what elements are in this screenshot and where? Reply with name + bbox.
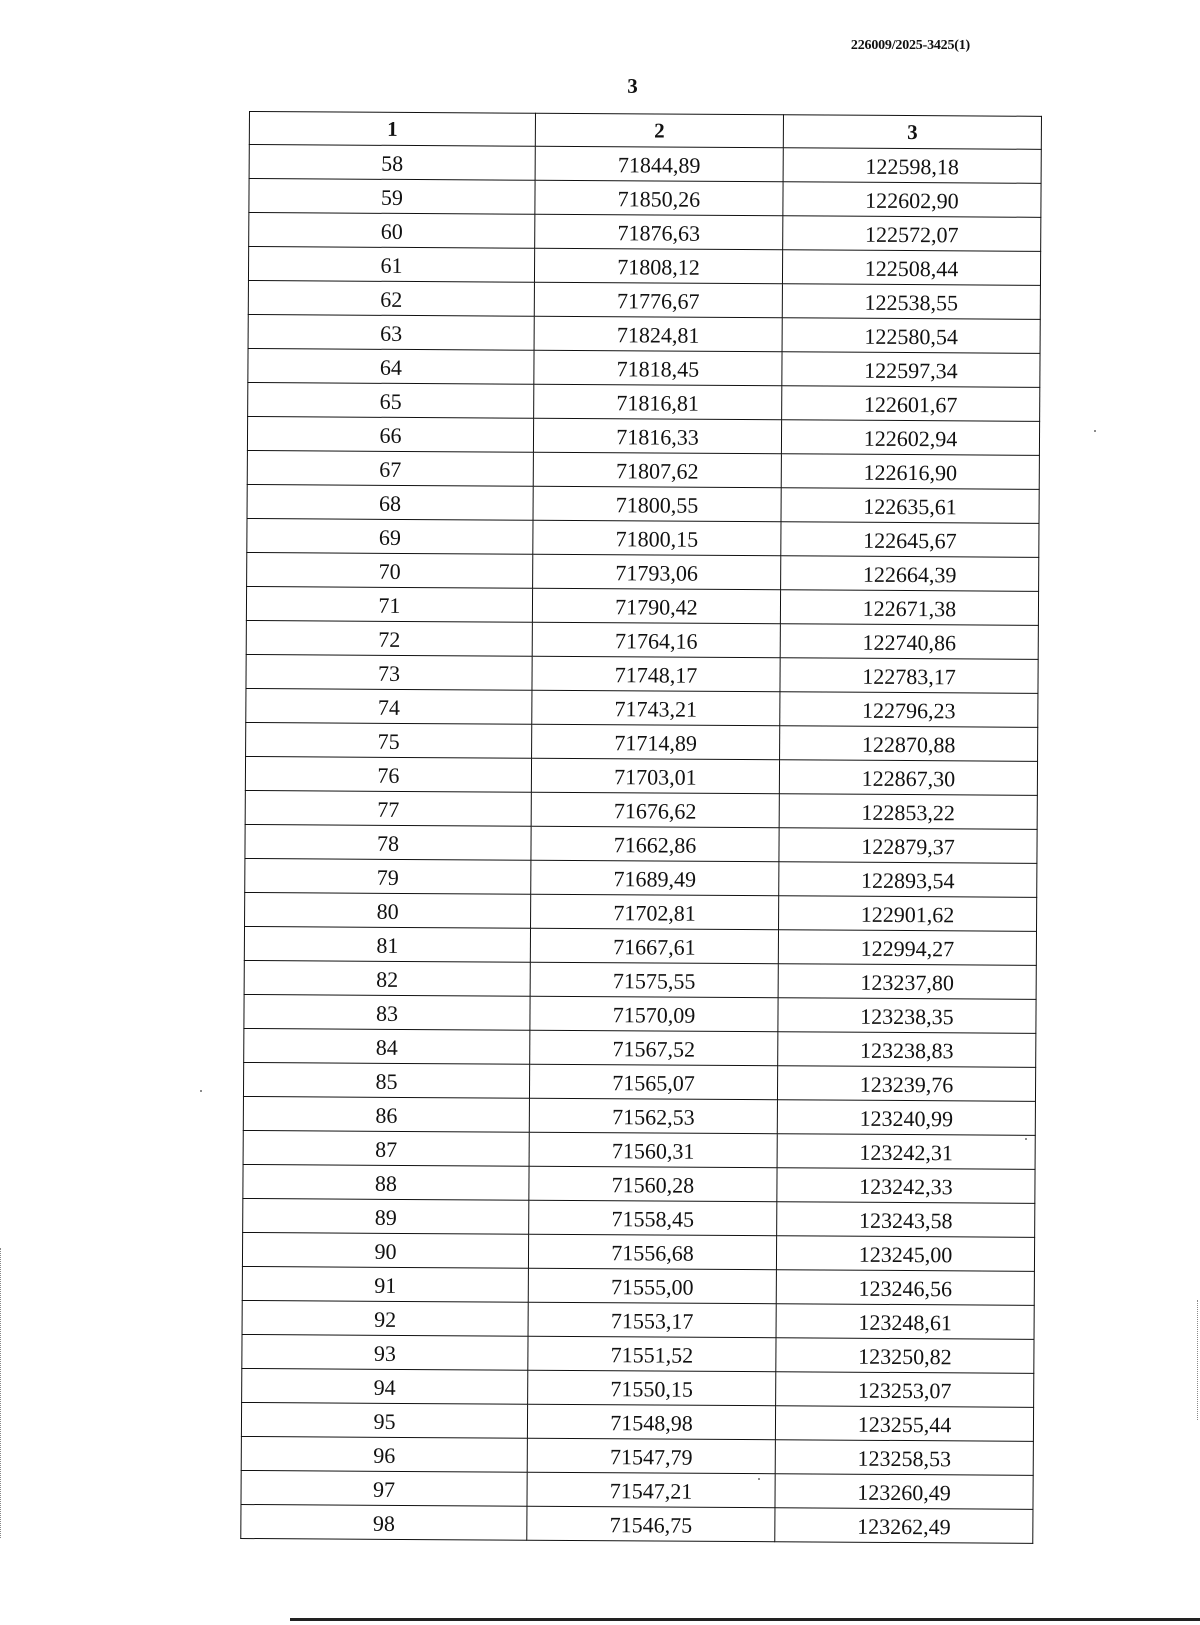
scan-speck [200, 1090, 202, 1092]
y-coordinate-cell: 123262,49 [775, 1508, 1033, 1544]
table-body [241, 145, 1042, 1544]
y-coordinate-cell: 122601,67 [782, 386, 1040, 422]
point-number-cell: 88 [243, 1164, 529, 1200]
x-coordinate-cell: 71808,12 [534, 248, 782, 284]
table-row [245, 756, 1037, 795]
y-coordinate-cell: 122597,34 [782, 352, 1040, 388]
y-coordinate-cell: 122602,94 [781, 420, 1039, 456]
table-row [245, 858, 1037, 897]
table-row [241, 1470, 1033, 1509]
scan-bottom-edge [290, 1618, 1200, 1621]
x-coordinate-cell: 71764,16 [532, 622, 780, 658]
y-coordinate-cell: 123260,49 [775, 1474, 1033, 1510]
point-number-cell: 86 [243, 1096, 529, 1132]
point-number-cell: 59 [249, 179, 535, 215]
table-row [245, 824, 1037, 863]
point-number-cell: 84 [244, 1028, 530, 1064]
y-coordinate-cell: 123243,58 [777, 1202, 1035, 1238]
y-coordinate-cell: 122893,54 [779, 862, 1037, 898]
table-row [246, 586, 1038, 625]
point-number-cell: 75 [246, 722, 532, 758]
table-row [247, 552, 1039, 591]
point-number-cell: 66 [247, 416, 533, 452]
table-row [249, 179, 1041, 218]
point-number-cell: 94 [242, 1368, 528, 1404]
x-coordinate-cell: 71662,86 [531, 826, 779, 862]
y-coordinate-cell: 122783,17 [780, 658, 1038, 694]
scan-speck [758, 1478, 760, 1480]
point-number-cell: 64 [248, 348, 534, 384]
column-header-1: 1 [249, 112, 535, 147]
table-row [247, 484, 1039, 523]
y-coordinate-cell: 123240,99 [777, 1100, 1035, 1136]
table-row [244, 960, 1036, 999]
point-number-cell: 93 [242, 1334, 528, 1370]
table-row [248, 382, 1040, 421]
point-number-cell: 70 [247, 552, 533, 588]
x-coordinate-cell: 71567,52 [530, 1030, 778, 1066]
point-number-cell: 63 [248, 314, 534, 350]
x-coordinate-cell: 71816,33 [533, 418, 781, 454]
point-number-cell: 81 [244, 926, 530, 962]
x-coordinate-cell: 71676,62 [531, 792, 779, 828]
y-coordinate-cell: 122867,30 [779, 760, 1037, 796]
table-row [246, 620, 1038, 659]
x-coordinate-cell: 71702,81 [531, 894, 779, 930]
x-coordinate-cell: 71850,26 [535, 180, 783, 216]
x-coordinate-cell: 71800,15 [533, 520, 781, 556]
x-coordinate-cell: 71818,45 [534, 350, 782, 386]
table-row [242, 1334, 1034, 1373]
x-coordinate-cell: 71844,89 [535, 146, 783, 182]
scan-speck [1025, 1138, 1027, 1140]
x-coordinate-cell: 71548,98 [527, 1404, 775, 1440]
table-row [243, 1130, 1035, 1169]
point-number-cell: 92 [242, 1300, 528, 1336]
x-coordinate-cell: 71748,17 [532, 656, 780, 692]
table-row [247, 450, 1039, 489]
table-row [246, 722, 1038, 761]
page-number: 3 [627, 74, 638, 98]
y-coordinate-cell: 123238,35 [778, 998, 1036, 1034]
y-coordinate-cell: 122598,18 [783, 148, 1041, 184]
table-row [242, 1300, 1034, 1339]
scan-speck [1094, 430, 1096, 432]
table-row [242, 1368, 1034, 1407]
y-coordinate-cell: 122870,88 [780, 726, 1038, 762]
point-number-cell: 89 [243, 1198, 529, 1234]
point-number-cell: 60 [249, 213, 535, 249]
x-coordinate-cell: 71714,89 [532, 724, 780, 760]
table-row [246, 654, 1038, 693]
coordinates-table [240, 111, 1042, 1544]
y-coordinate-cell: 122994,27 [778, 930, 1036, 966]
document-number: 226009/2025-3425(1) [850, 38, 970, 53]
table-row [241, 1402, 1033, 1441]
x-coordinate-cell: 71667,61 [530, 928, 778, 964]
table-row [248, 280, 1040, 319]
x-coordinate-cell: 71560,28 [529, 1166, 777, 1202]
point-number-cell: 96 [241, 1436, 527, 1472]
point-number-cell: 65 [248, 382, 534, 418]
point-number-cell: 67 [247, 450, 533, 486]
point-number-cell: 79 [245, 858, 531, 894]
x-coordinate-cell: 71743,21 [532, 690, 780, 726]
table-row [244, 926, 1036, 965]
table-row [248, 348, 1040, 387]
y-coordinate-cell: 123250,82 [776, 1338, 1034, 1374]
point-number-cell: 83 [244, 994, 530, 1030]
point-number-cell: 74 [246, 688, 532, 724]
x-coordinate-cell: 71570,09 [530, 996, 778, 1032]
y-coordinate-cell: 122572,07 [783, 216, 1041, 252]
x-coordinate-cell: 71575,55 [530, 962, 778, 998]
x-coordinate-cell: 71555,00 [528, 1268, 776, 1304]
y-coordinate-cell: 122901,62 [779, 896, 1037, 932]
table-row [243, 1096, 1035, 1135]
y-coordinate-cell: 122671,38 [780, 590, 1038, 626]
y-coordinate-cell: 123253,07 [776, 1372, 1034, 1408]
y-coordinate-cell: 122879,37 [779, 828, 1037, 864]
point-number-cell: 72 [246, 620, 532, 656]
y-coordinate-cell: 122664,39 [781, 556, 1039, 592]
point-number-cell: 77 [245, 790, 531, 826]
table-row [243, 1062, 1035, 1101]
point-number-cell: 61 [248, 247, 534, 283]
x-coordinate-cell: 71790,42 [532, 588, 780, 624]
coordinates-table-container [240, 111, 1042, 1544]
x-coordinate-cell: 71793,06 [533, 554, 781, 590]
point-number-cell: 85 [243, 1062, 529, 1098]
y-coordinate-cell: 123245,00 [776, 1236, 1034, 1272]
point-number-cell: 80 [245, 892, 531, 928]
point-number-cell: 62 [248, 280, 534, 316]
table-row [245, 892, 1037, 931]
y-coordinate-cell: 122740,86 [780, 624, 1038, 660]
y-coordinate-cell: 123248,61 [776, 1304, 1034, 1340]
y-coordinate-cell: 122538,55 [782, 284, 1040, 320]
y-coordinate-cell: 122853,22 [779, 794, 1037, 830]
x-coordinate-cell: 71807,62 [533, 452, 781, 488]
x-coordinate-cell: 71550,15 [528, 1370, 776, 1406]
x-coordinate-cell: 71546,75 [527, 1506, 775, 1542]
table-row [243, 1164, 1035, 1203]
y-coordinate-cell: 123246,56 [776, 1270, 1034, 1306]
x-coordinate-cell: 71689,49 [531, 860, 779, 896]
point-number-cell: 71 [246, 586, 532, 622]
point-number-cell: 87 [243, 1130, 529, 1166]
x-coordinate-cell: 71556,68 [528, 1234, 776, 1270]
scan-edge-left [0, 1248, 3, 1538]
point-number-cell: 69 [247, 518, 533, 554]
point-number-cell: 58 [249, 145, 535, 181]
x-coordinate-cell: 71824,81 [534, 316, 782, 352]
table-row [247, 518, 1039, 557]
x-coordinate-cell: 71553,17 [528, 1302, 776, 1338]
point-number-cell: 98 [241, 1504, 527, 1540]
table-row [248, 247, 1040, 286]
y-coordinate-cell: 122635,61 [781, 488, 1039, 524]
point-number-cell: 82 [244, 960, 530, 996]
table-row [248, 314, 1040, 353]
column-header-3: 3 [783, 115, 1041, 150]
point-number-cell: 97 [241, 1470, 527, 1506]
y-coordinate-cell: 123242,33 [777, 1168, 1035, 1204]
point-number-cell: 91 [242, 1266, 528, 1302]
x-coordinate-cell: 71547,21 [527, 1472, 775, 1508]
x-coordinate-cell: 71551,52 [528, 1336, 776, 1372]
y-coordinate-cell: 123242,31 [777, 1134, 1035, 1170]
y-coordinate-cell: 122645,67 [781, 522, 1039, 558]
y-coordinate-cell: 123239,76 [777, 1066, 1035, 1102]
table-row [243, 1198, 1035, 1237]
column-header-2: 2 [535, 113, 783, 148]
point-number-cell: 78 [245, 824, 531, 860]
table-row [241, 1436, 1033, 1475]
table-row [249, 213, 1041, 252]
y-coordinate-cell: 123258,53 [775, 1440, 1033, 1476]
y-coordinate-cell: 123237,80 [778, 964, 1036, 1000]
x-coordinate-cell: 71562,53 [529, 1098, 777, 1134]
point-number-cell: 73 [246, 654, 532, 690]
point-number-cell: 76 [245, 756, 531, 792]
point-number-cell: 90 [242, 1232, 528, 1268]
table-row [247, 416, 1039, 455]
table-row [245, 790, 1037, 829]
table-row [244, 994, 1036, 1033]
x-coordinate-cell: 71560,31 [529, 1132, 777, 1168]
point-number-cell: 95 [241, 1402, 527, 1438]
y-coordinate-cell: 122616,90 [781, 454, 1039, 490]
y-coordinate-cell: 122602,90 [783, 182, 1041, 218]
table-row [244, 1028, 1036, 1067]
x-coordinate-cell: 71776,67 [534, 282, 782, 318]
table-header-row [249, 112, 1041, 150]
table-row [249, 145, 1041, 184]
table-row [246, 688, 1038, 727]
x-coordinate-cell: 71816,81 [534, 384, 782, 420]
x-coordinate-cell: 71558,45 [529, 1200, 777, 1236]
x-coordinate-cell: 71565,07 [529, 1064, 777, 1100]
point-number-cell: 68 [247, 484, 533, 520]
x-coordinate-cell: 71800,55 [533, 486, 781, 522]
y-coordinate-cell: 122580,54 [782, 318, 1040, 354]
x-coordinate-cell: 71703,01 [531, 758, 779, 794]
y-coordinate-cell: 123238,83 [778, 1032, 1036, 1068]
table-row [241, 1504, 1033, 1543]
y-coordinate-cell: 122508,44 [782, 250, 1040, 286]
x-coordinate-cell: 71876,63 [535, 214, 783, 250]
table-row [242, 1266, 1034, 1305]
y-coordinate-cell: 123255,44 [775, 1406, 1033, 1442]
table-row [242, 1232, 1034, 1271]
y-coordinate-cell: 122796,23 [780, 692, 1038, 728]
x-coordinate-cell: 71547,79 [527, 1438, 775, 1474]
